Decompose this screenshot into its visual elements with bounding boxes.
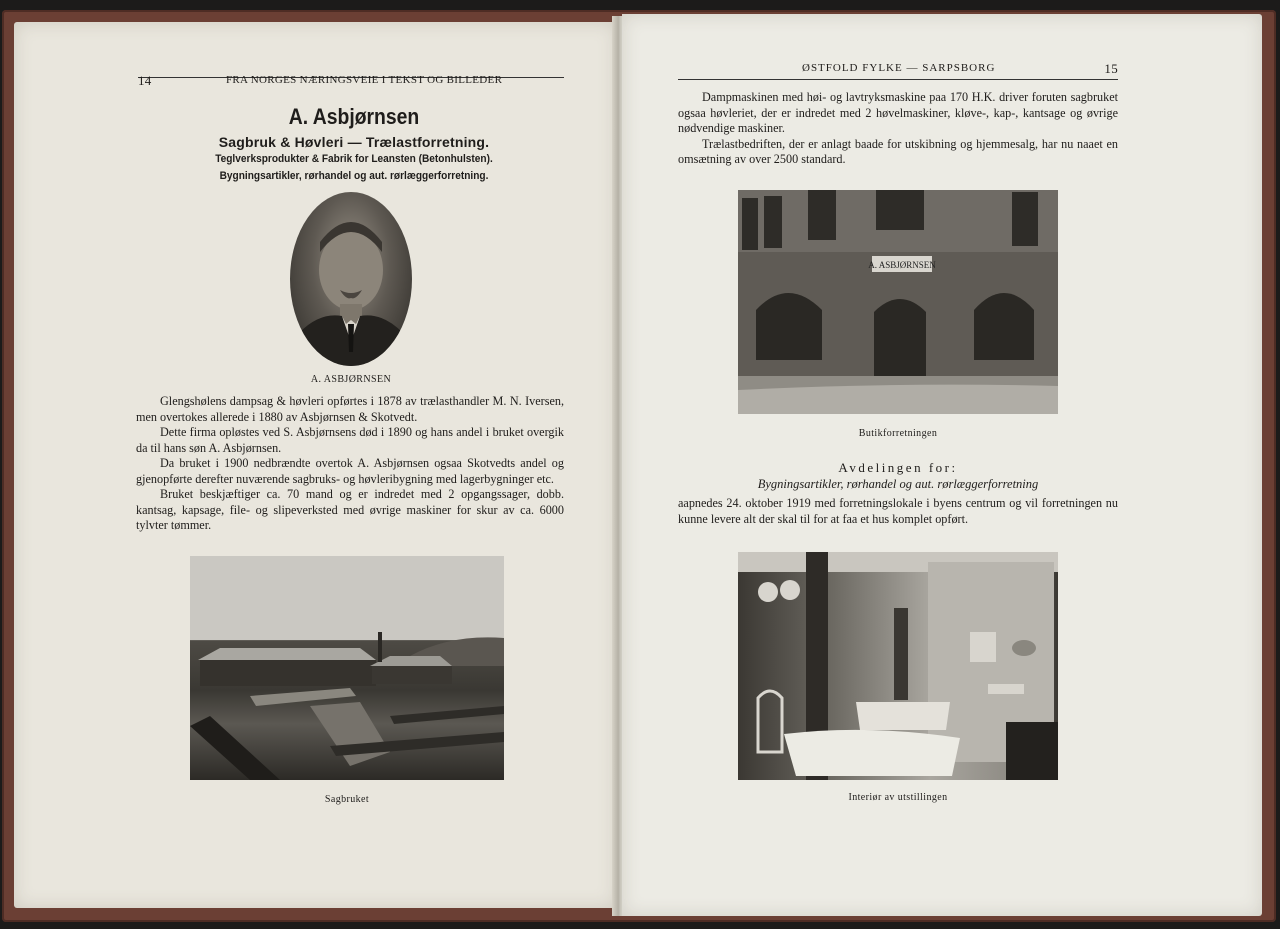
showroom-caption: Interiør av utstillingen xyxy=(848,792,948,803)
shop-sign-text: A. ASBJØRNSEN xyxy=(868,260,936,270)
firm-name: A. Asbjørnsen xyxy=(288,104,420,129)
paragraph: Dampmaskinen med høi- og lavtryksmaskine paa 170 H.K. driver foruten sagbruket ogsaa høvleriet, der er indredet med 2 høvelmaskiner, kløve-, kap-, kantsage og øvrige nødvendige maskiner. xyxy=(678,90,1118,135)
paragraph: Bruket beskjæftiger ca. 70 mand og er indredet med 2 opgangssager, dobb. kantsag, kapsage, file- og slipeverksted med øvrige maskiner for skur av ca. 6000 tylvter tømmer. xyxy=(136,487,564,532)
paragraph: Da bruket i 1900 nedbrændte overtok A. Asbjørnsen ogsaa Skotvedts andel og gjenopførte derefter nuværende sagbruks- og høvleribygning med lagerbygninger etc. xyxy=(136,456,564,486)
firm-subtitle-3: Bygningsartikler, rørhandel og aut. rørlæggerforretning. xyxy=(219,170,489,182)
portrait-photo xyxy=(290,192,412,366)
paragraph: Trælastbedriften, der er anlagt baade for utskibning og hjemmesalg, har nu naaet en omsætning av over 2500 standard. xyxy=(678,136,1118,166)
history-text xyxy=(136,394,564,534)
right-page xyxy=(622,14,1262,916)
sawmill-photo xyxy=(190,556,504,780)
running-header xyxy=(678,62,1118,80)
department-subheading: Bygningsartikler, rørhandel og aut. rørlæggerforretning xyxy=(757,477,1039,491)
running-title: ØSTFOLD FYLKE — SARPSBORG xyxy=(802,62,996,74)
running-header xyxy=(138,73,564,88)
department-heading: Avdelingen for: xyxy=(838,460,958,475)
operations-text xyxy=(678,90,1118,168)
paragraph: aapnedes 24. oktober 1919 med forretningslokale i byens centrum og vil forretningen nu kunne levere alt der skal til for at faa et hus komplet opført. xyxy=(678,496,1118,526)
shop-photo xyxy=(738,190,1058,414)
firm-subtitle-1: Sagbruk & Høvleri — Trælastforretning. xyxy=(218,134,490,150)
running-title: FRA NORGES NÆRINGSVEIE I TEKST OG BILLEDER xyxy=(226,74,503,86)
firm-subtitle-2: Teglverksprodukter & Fabrik for Leansten (Betonhulsten). xyxy=(215,153,493,165)
page-number: 15 xyxy=(1104,61,1118,76)
showroom-interior-photo xyxy=(738,552,1058,780)
paragraph: Dette firma opløstes ved S. Asbjørnsens død i 1890 og hans andel i bruket overgik da til hans søn A. Asbjørnsen. xyxy=(136,425,564,455)
left-page xyxy=(14,22,616,908)
page-number: 14 xyxy=(138,73,152,88)
department-text xyxy=(678,496,1118,527)
paragraph: Glengshølens dampsag & høvleri opførtes i 1878 av trælasthandler M. N. Iversen, men overtokes allerede i 1880 av Asbjørnsen & Skotvedt. xyxy=(136,394,564,424)
portrait-caption: A. ASBJØRNSEN xyxy=(310,374,392,385)
shop-caption: Butikforretningen xyxy=(858,428,938,439)
sawmill-caption: Sagbruket xyxy=(324,794,370,805)
